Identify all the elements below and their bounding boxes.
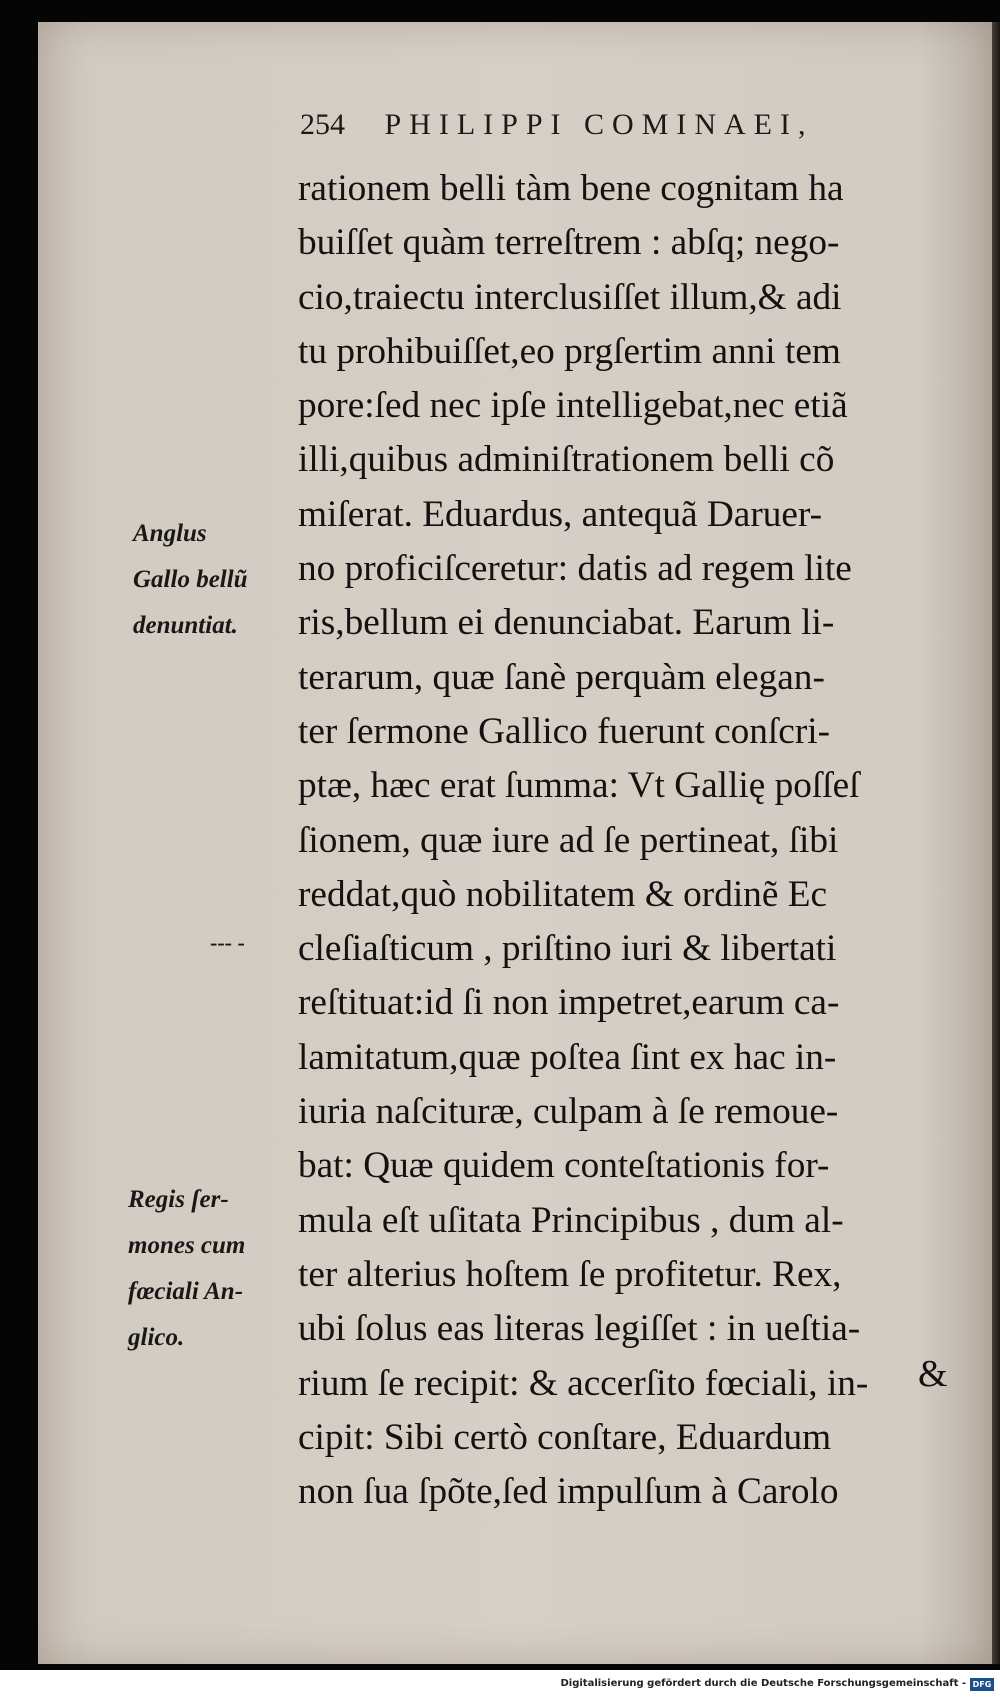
text-line: mula eſt uſitata Principibus , dum al- (298, 1199, 844, 1241)
page-header (300, 108, 814, 142)
text-line: terarum, quæ ſanè perquàm elegan- (298, 656, 825, 698)
text-line: bat: Quæ quidem conteſtationis for- (298, 1145, 830, 1187)
margin-note-line: glico. (128, 1324, 185, 1351)
text-line: non ſua ſpõte,ſed impulſum à Carolo (298, 1471, 839, 1513)
text-line: ptæ, hæc erat ſumma: Vt Gallię poſſeſ (298, 765, 860, 807)
text-line: iuria naſcituræ, culpam à ſe remoue- (298, 1091, 839, 1133)
margin-mark: --- - (210, 930, 245, 955)
margin-note-1 (133, 511, 248, 649)
text-line: no proficiſceretur: datis ad regem lite (298, 548, 852, 590)
text-line: reddat,quò nobilitatem & ordinẽ Ec (298, 873, 828, 915)
text-line: ſionem, quæ iure ad ſe pertineat, ſibi (298, 819, 839, 861)
text-line: pore:ſed nec ipſe intelligebat,nec etiã (298, 385, 848, 427)
text-line: reſtituat:id ſi non impetret,earum ca- (298, 982, 840, 1024)
text-line: illi,quibus adminiſtrationem belli cõ (298, 439, 835, 481)
text-line: ter ſermone Gallico fuerunt conſcri- (298, 710, 831, 752)
text-line: lamitatum,quæ poſtea ſint ex hac in- (298, 1036, 837, 1078)
margin-note-2 (128, 1177, 245, 1361)
page-number: 254 (300, 108, 345, 141)
margin-note-line: denuntiat. (133, 612, 238, 639)
text-line: cio,traiectu interclusiſſet illum,& adi (298, 276, 842, 318)
catchword: & (918, 1353, 948, 1395)
footer-credit: Digitalisierung gefördert durch die Deutsche Forschungsgemeinschaft - (560, 1678, 966, 1689)
main-text-block (298, 162, 978, 1519)
text-line: cipit: Sibi certò conſtare, Eduardum (298, 1416, 832, 1458)
text-line: rationem belli tàm bene cognitam ha (298, 168, 844, 209)
text-line: rium ſe recipit: & accerſito fœciali, in- (298, 1362, 869, 1404)
dfg-logo-icon: DFG (970, 1678, 994, 1691)
text-line: cleſiaſticum , priſtino iuri & libertati (298, 928, 837, 970)
running-title: PHILIPPI COMINAEI, (384, 108, 814, 141)
margin-note-line: Regis ſer- (128, 1186, 229, 1213)
text-line: miſerat. Eduardus, antequã Daruer- (298, 493, 823, 535)
margin-note-line: Gallo bellũ (133, 566, 248, 593)
page-edge-shadow (992, 22, 1000, 1664)
text-line: ter alterius hoſtem ſe profitetur. Rex, (298, 1253, 842, 1295)
text-line: ris,bellum ei denunciabat. Earum li- (298, 602, 835, 644)
margin-note-line: Anglus (133, 520, 207, 547)
margin-note-line: fœciali An- (128, 1278, 244, 1305)
text-line: ubi ſolus eas literas legiſſet : in ueſtia- (298, 1308, 861, 1350)
text-line: tu prohibuiſſet,eo prgſertim anni tem (298, 330, 841, 372)
margin-note-line: mones cum (128, 1232, 246, 1259)
text-line: buiſſet quàm terreſtrem : abſq; nego- (298, 222, 840, 264)
